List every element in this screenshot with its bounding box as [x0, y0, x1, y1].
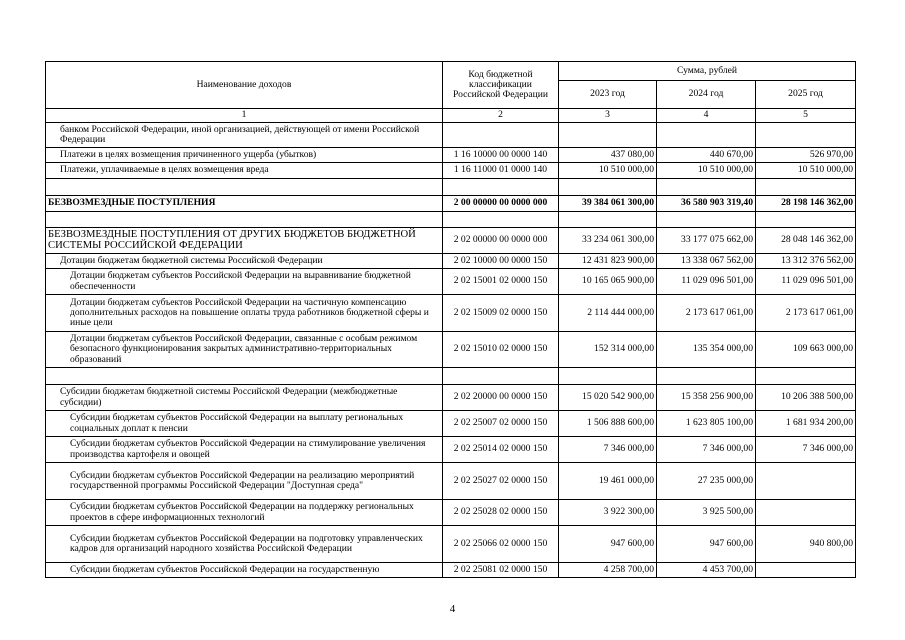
row-value-2025: 1 681 934 200,00: [756, 411, 856, 437]
row-name: Субсидии бюджетам субъектов Российской Федерации на выплату региональных социальных доплат к пенсии: [46, 411, 443, 437]
row-value-2025: 10 510 000,00: [756, 163, 856, 179]
row-code: 2 02 25081 02 0000 150: [443, 563, 559, 578]
row-value-2023: 1 506 888 600,00: [559, 411, 657, 437]
row-code: [443, 123, 559, 148]
row-value-2023: 10 165 065 900,00: [559, 269, 657, 295]
col-number-4: 4: [657, 109, 756, 123]
row-code: 1 16 11000 01 0000 140: [443, 163, 559, 179]
header-name: Наименование доходов: [46, 62, 443, 109]
row-name: Дотации бюджетам субъектов Российской Федерации на выравнивание бюджетной обеспеченности: [46, 269, 443, 295]
row-code: 2 02 15001 02 0000 150: [443, 269, 559, 295]
row-value-2023: 19 461 000,00: [559, 463, 657, 500]
row-value-2025: 28 198 146 362,00: [756, 196, 856, 212]
row-value-2024: 2 173 617 061,00: [657, 295, 756, 332]
row-value-2023: 7 346 000,00: [559, 437, 657, 463]
table-row: [46, 463, 856, 500]
row-code: 2 02 20000 00 0000 150: [443, 385, 559, 411]
table-row: [46, 163, 856, 179]
row-value-2025: 7 346 000,00: [756, 437, 856, 463]
header-code: Код бюджетной классификации Российской Федерации: [443, 62, 559, 109]
row-value-2025: [756, 463, 856, 500]
row-value-2023: 15 020 542 900,00: [559, 385, 657, 411]
row-code: 2 02 25007 02 0000 150: [443, 411, 559, 437]
row-value-2025: 28 048 146 362,00: [756, 228, 856, 254]
table-row: [46, 500, 856, 526]
row-value-2024: 1 623 805 100,00: [657, 411, 756, 437]
header-row-top: [46, 62, 856, 81]
row-code: 2 00 00000 00 0000 000: [443, 196, 559, 212]
header-year-2024: 2024 год: [657, 81, 756, 109]
col-number-2: 2: [443, 109, 559, 123]
table-row: [46, 269, 856, 295]
row-code: 2 02 25028 02 0000 150: [443, 500, 559, 526]
row-code: 1 16 10000 00 0000 140: [443, 148, 559, 163]
row-value-2023: 33 234 061 300,00: [559, 228, 657, 254]
row-value-2023: 2 114 444 000,00: [559, 295, 657, 332]
row-name: Платежи в целях возмещения причиненного ущерба (убытков): [46, 148, 443, 163]
table-row: [46, 254, 856, 269]
row-value-2025: 13 312 376 562,00: [756, 254, 856, 269]
row-value-2024: 11 029 096 501,00: [657, 269, 756, 295]
row-value-2024: 135 354 000,00: [657, 332, 756, 368]
row-code: 2 02 25027 02 0000 150: [443, 463, 559, 500]
col-number-3: 3: [559, 109, 657, 123]
row-code: 2 02 25066 02 0000 150: [443, 526, 559, 563]
row-value-2025: [756, 500, 856, 526]
row-name: Субсидии бюджетам субъектов Российской Федерации на подготовку управленческих кадров для организаций народного хозяйства Российской Федерации: [46, 526, 443, 563]
row-name: Дотации бюджетам бюджетной системы Российской Федерации: [46, 254, 443, 269]
row-value-2023: 152 314 000,00: [559, 332, 657, 368]
row-value-2025: 526 970,00: [756, 148, 856, 163]
row-name: Платежи, уплачиваемые в целях возмещения вреда: [46, 163, 443, 179]
col-number-5: 5: [756, 109, 856, 123]
table-row: [46, 332, 856, 368]
col-number-1: 1: [46, 109, 443, 123]
row-name: БЕЗВОЗМЕЗДНЫЕ ПОСТУПЛЕНИЯ: [46, 196, 443, 212]
row-value-2025: [756, 123, 856, 148]
header-year-2023: 2023 год: [559, 81, 657, 109]
row-value-2024: 10 510 000,00: [657, 163, 756, 179]
row-name: Субсидии бюджетам субъектов Российской Федерации на стимулирование увеличения производства картофеля и овощей: [46, 437, 443, 463]
row-code: 2 02 15009 02 0000 150: [443, 295, 559, 332]
row-code: 2 02 25014 02 0000 150: [443, 437, 559, 463]
row-value-2024: 15 358 256 900,00: [657, 385, 756, 411]
header-year-2025: 2025 год: [756, 81, 856, 109]
row-name: банком Российской Федерации, иной организацией, действующей от имени Российской Федерации: [46, 123, 443, 148]
row-value-2023: 10 510 000,00: [559, 163, 657, 179]
table-row: [46, 437, 856, 463]
row-value-2024: 4 453 700,00: [657, 563, 756, 578]
column-number-row: [46, 109, 856, 123]
row-value-2025: 940 800,00: [756, 526, 856, 563]
row-value-2023: 437 080,00: [559, 148, 657, 163]
spacer-row: [46, 179, 856, 196]
row-name: Дотации бюджетам субъектов Российской Федерации на частичную компенсацию дополнительных расходов на повышение оплаты труда работников бюджетной сферы и иные цели: [46, 295, 443, 332]
row-value-2023: 947 600,00: [559, 526, 657, 563]
row-value-2024: 13 338 067 562,00: [657, 254, 756, 269]
row-name: Дотации бюджетам субъектов Российской Федерации, связанные с особым режимом безопасного функционирования закрытых административно-территориальных образований: [46, 332, 443, 368]
table-row: [46, 385, 856, 411]
row-value-2024: [657, 123, 756, 148]
page-number: 4: [449, 603, 456, 615]
table-row: [46, 148, 856, 163]
row-value-2023: 3 922 300,00: [559, 500, 657, 526]
revenue-table: [45, 61, 856, 578]
row-value-2023: [559, 123, 657, 148]
row-code: 2 02 15010 02 0000 150: [443, 332, 559, 368]
row-value-2024: 27 235 000,00: [657, 463, 756, 500]
spacer-row: [46, 212, 856, 228]
row-value-2023: 39 384 061 300,00: [559, 196, 657, 212]
row-code: 2 02 00000 00 0000 000: [443, 228, 559, 254]
row-value-2024: 3 925 500,00: [657, 500, 756, 526]
row-value-2024: 440 670,00: [657, 148, 756, 163]
header-sum: Сумма, рублей: [559, 62, 856, 81]
row-value-2024: 33 177 075 662,00: [657, 228, 756, 254]
table-row: [46, 295, 856, 332]
row-name: Субсидии бюджетам субъектов Российской Федерации на государственную: [46, 563, 443, 578]
row-value-2023: 12 431 823 900,00: [559, 254, 657, 269]
spacer-row: [46, 368, 856, 385]
row-value-2024: 7 346 000,00: [657, 437, 756, 463]
row-name: Субсидии бюджетам бюджетной системы Российской Федерации (межбюджетные субсидии): [46, 385, 443, 411]
row-value-2025: 109 663 000,00: [756, 332, 856, 368]
table-row-total: [46, 196, 856, 212]
table-row: [46, 526, 856, 563]
row-code: 2 02 10000 00 0000 150: [443, 254, 559, 269]
row-value-2024: 947 600,00: [657, 526, 756, 563]
row-name: Субсидии бюджетам субъектов Российской Федерации на реализацию мероприятий государственной программы Российской Федерации "Доступная среда": [46, 463, 443, 500]
table-row: [46, 123, 856, 148]
row-value-2025: 10 206 388 500,00: [756, 385, 856, 411]
row-value-2025: 2 173 617 061,00: [756, 295, 856, 332]
row-value-2023: 4 258 700,00: [559, 563, 657, 578]
table-row: [46, 563, 856, 578]
row-name: Субсидии бюджетам субъектов Российской Федерации на поддержку региональных проектов в сфере информационных технологий: [46, 500, 443, 526]
row-value-2025: [756, 563, 856, 578]
table-row: [46, 411, 856, 437]
table-row: [46, 228, 856, 254]
row-name: БЕЗВОЗМЕЗДНЫЕ ПОСТУПЛЕНИЯ ОТ ДРУГИХ БЮДЖЕТОВ БЮДЖЕТНОЙ СИСТЕМЫ РОССИЙСКОЙ ФЕДЕРАЦИИ: [46, 228, 443, 254]
row-value-2024: 36 580 903 319,40: [657, 196, 756, 212]
row-value-2025: 11 029 096 501,00: [756, 269, 856, 295]
